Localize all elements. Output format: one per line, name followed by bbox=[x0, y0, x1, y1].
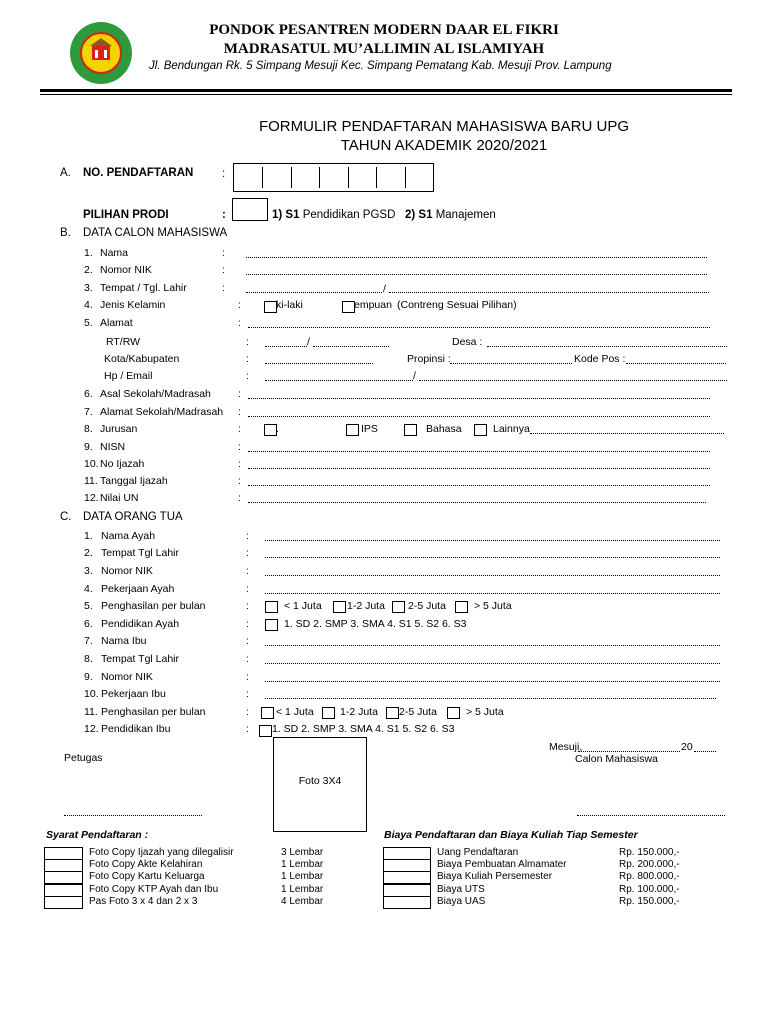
parent-item-label: Pendidikan Ayah bbox=[101, 618, 180, 630]
parent-item-field[interactable] bbox=[265, 540, 720, 541]
rtrw-colon: : bbox=[246, 336, 249, 348]
section-b-letter: B. bbox=[60, 227, 71, 239]
father-income-1-checkbox[interactable] bbox=[265, 601, 278, 613]
mother-income-3-checkbox[interactable] bbox=[386, 707, 399, 719]
mother-income-1-label: < 1 Juta bbox=[276, 706, 314, 718]
student-item-label: Asal Sekolah/Madrasah bbox=[100, 388, 211, 400]
fee-checkbox[interactable] bbox=[383, 896, 431, 909]
major-bahasa-checkbox[interactable] bbox=[404, 424, 417, 436]
student-item-colon: : bbox=[238, 388, 241, 400]
parent-item-field[interactable] bbox=[265, 593, 720, 594]
student-item-number: 4. bbox=[84, 299, 93, 311]
student-item-number: 6. bbox=[84, 388, 93, 400]
propinsi-field[interactable] bbox=[450, 363, 572, 364]
requirement-qty: 1 Lembar bbox=[281, 871, 324, 883]
desa-label: Desa : bbox=[452, 336, 483, 348]
registration-colon: : bbox=[222, 168, 226, 180]
parent-item-label: Penghasilan per bulan bbox=[101, 706, 206, 718]
student-item-number: 12. bbox=[84, 492, 99, 504]
hp-label: Hp / Email bbox=[104, 370, 153, 382]
major-lainnya-field[interactable] bbox=[530, 433, 724, 434]
student-item-field[interactable] bbox=[248, 327, 710, 328]
section-c-letter: C. bbox=[60, 511, 72, 523]
mother-income-2-label: 1-2 Juta bbox=[340, 706, 378, 718]
fee-amount: Rp. 100.000,- bbox=[619, 883, 680, 895]
requirement-qty: 3 Lembar bbox=[281, 847, 324, 858]
parent-item-field[interactable] bbox=[265, 681, 720, 682]
major-bahasa-label: Bahasa bbox=[426, 423, 462, 435]
mother-income-4-label: > 5 Juta bbox=[466, 706, 504, 718]
hp-slash: / bbox=[413, 370, 416, 382]
student-item-number: 10. bbox=[84, 458, 99, 470]
petugas-signature-line[interactable] bbox=[64, 815, 202, 816]
requirement-item: Foto Copy KTP Ayah dan Ibu bbox=[89, 883, 219, 895]
student-item-field[interactable] bbox=[248, 502, 706, 503]
gender-male-label: ki-laki bbox=[276, 299, 303, 311]
hp-colon: : bbox=[246, 370, 249, 382]
father-income-4-checkbox[interactable] bbox=[455, 601, 468, 613]
header-rule-thick bbox=[40, 89, 732, 92]
requirement-qty: 1 Lembar bbox=[281, 859, 324, 871]
parent-item-label: Nomor NIK bbox=[101, 671, 153, 683]
registration-number-label: NO. PENDAFTARAN bbox=[83, 167, 194, 179]
parent-item-field[interactable] bbox=[265, 698, 716, 699]
student-item-label: Alamat Sekolah/Madrasah bbox=[100, 406, 224, 418]
form-subtitle: TAHUN AKADEMIK 2020/2021 bbox=[340, 137, 548, 154]
kodepos-field[interactable] bbox=[626, 363, 726, 364]
option-1-text: Pendidikan PGSD bbox=[302, 209, 396, 221]
student-item-label: Nomor NIK bbox=[100, 264, 152, 276]
student-item-field[interactable] bbox=[248, 416, 710, 417]
form-title: FORMULIR PENDAFTARAN MAHASISWA BARU UPG bbox=[258, 118, 630, 135]
student-signature-line[interactable] bbox=[577, 815, 725, 816]
student-item-field[interactable] bbox=[246, 292, 382, 293]
kodepos-label: Kode Pos : bbox=[574, 353, 626, 365]
parent-item-colon: : bbox=[246, 583, 249, 595]
parent-item-colon: : bbox=[246, 653, 249, 665]
section-b-title: DATA CALON MAHASISWA bbox=[83, 227, 228, 239]
student-item-colon: : bbox=[238, 458, 241, 470]
father-income-4-label: > 5 Juta bbox=[474, 600, 512, 612]
parent-item-colon: : bbox=[246, 547, 249, 559]
parent-item-number: 6. bbox=[84, 618, 93, 630]
student-item-label: Jenis Kelamin bbox=[100, 299, 166, 311]
requirement-item: Foto Copy Ijazah yang dilegalisir bbox=[89, 847, 234, 858]
student-item-colon: : bbox=[238, 492, 241, 504]
parent-item-label: Pekerjaan Ibu bbox=[101, 688, 166, 700]
parent-item-colon: : bbox=[246, 600, 249, 612]
parent-item-number: 3. bbox=[84, 565, 93, 577]
major-lainnya-checkbox[interactable] bbox=[474, 424, 487, 436]
student-item-colon: : bbox=[238, 423, 241, 435]
study-program-colon: : bbox=[222, 209, 226, 221]
rtrw-field-a[interactable] bbox=[265, 346, 307, 347]
mesuji-label: Mesuji, bbox=[549, 741, 583, 753]
father-income-2-label: 1-2 Juta bbox=[347, 600, 385, 612]
parent-item-label: Tempat Tgl Lahir bbox=[101, 653, 180, 665]
student-item-colon: : bbox=[222, 247, 225, 259]
section-c-title: DATA ORANG TUA bbox=[83, 511, 183, 523]
fee-checkbox[interactable] bbox=[383, 859, 431, 872]
student-item-colon: : bbox=[238, 317, 241, 329]
requirement-checkbox[interactable] bbox=[44, 896, 83, 909]
parent-item-label: Nama Ibu bbox=[101, 635, 147, 647]
student-item-colon: : bbox=[238, 406, 241, 418]
fee-checkbox[interactable] bbox=[383, 884, 431, 897]
rtrw-label: RT/RW bbox=[106, 336, 141, 348]
parent-item-number: 10. bbox=[84, 688, 99, 700]
parent-item-field[interactable] bbox=[265, 557, 720, 558]
student-item-label: Nilai UN bbox=[100, 492, 139, 504]
parent-item-label: Pekerjaan Ayah bbox=[101, 583, 175, 595]
propinsi-label: Propinsi : bbox=[407, 353, 451, 365]
parent-item-label: Penghasilan per bulan bbox=[101, 600, 206, 612]
fee-amount: Rp. 150.000,- bbox=[619, 895, 680, 907]
email-field[interactable] bbox=[419, 380, 727, 381]
mother-education-options: 1. SD 2. SMP 3. SMA 4. S1 5. S2 6. S3 bbox=[272, 723, 455, 735]
student-item-label: Tempat / Tgl. Lahir bbox=[100, 282, 187, 294]
requirement-qty: 1 Lembar bbox=[281, 883, 324, 895]
parent-item-number: 12. bbox=[84, 723, 99, 735]
parent-item-field[interactable] bbox=[265, 575, 720, 576]
parent-item-number: 8. bbox=[84, 653, 93, 665]
requirement-qty: 4 Lembar bbox=[281, 895, 324, 907]
kota-label: Kota/Kabupaten bbox=[104, 353, 180, 365]
photo-label: Foto 3X4 bbox=[298, 775, 342, 787]
mother-income-3-label: 2-5 Juta bbox=[399, 706, 437, 718]
birth-slash: / bbox=[383, 283, 386, 295]
student-item-label: NISN bbox=[100, 441, 126, 453]
parent-item-colon: : bbox=[246, 565, 249, 577]
student-item-number: 7. bbox=[84, 406, 93, 418]
father-income-3-checkbox[interactable] bbox=[392, 601, 405, 613]
rtrw-field-b[interactable] bbox=[313, 346, 389, 347]
student-item-number: 11. bbox=[84, 475, 98, 487]
petugas-label: Petugas bbox=[64, 752, 103, 764]
parent-item-colon: : bbox=[246, 723, 249, 735]
major-ips-label: IPS bbox=[361, 423, 378, 435]
student-item-field[interactable] bbox=[248, 468, 710, 469]
major-lainnya-label: Lainnya bbox=[493, 423, 530, 435]
student-item-number: 9. bbox=[84, 441, 93, 453]
student-item-label: Tanggal Ijazah bbox=[100, 475, 168, 487]
fees-title: Biaya Pendaftaran dan Biaya Kuliah Tiap Semester bbox=[384, 829, 638, 841]
father-income-3-label: 2-5 Juta bbox=[408, 600, 446, 612]
calon-label: Calon Mahasiswa bbox=[575, 753, 658, 765]
requirement-checkbox[interactable] bbox=[44, 871, 83, 884]
student-item-number: 1. bbox=[84, 247, 93, 259]
fee-amount: Rp. 150.000,- bbox=[619, 847, 680, 858]
student-item-label: Alamat bbox=[100, 317, 133, 329]
hp-field[interactable] bbox=[265, 380, 413, 381]
fee-item: Biaya UAS bbox=[437, 895, 486, 907]
mother-income-2-checkbox[interactable] bbox=[322, 707, 335, 719]
requirement-checkbox[interactable] bbox=[44, 884, 83, 897]
parent-item-number: 4. bbox=[84, 583, 93, 595]
requirement-item: Pas Foto 3 x 4 dan 2 x 3 bbox=[89, 895, 198, 907]
signature-year-field[interactable] bbox=[694, 751, 716, 752]
father-income-1-label: < 1 Juta bbox=[284, 600, 322, 612]
student-item-label: No Ijazah bbox=[100, 458, 145, 470]
rtrw-slash: / bbox=[307, 336, 310, 348]
option-1-number: 1) S1 bbox=[272, 209, 300, 221]
father-education-checkbox[interactable] bbox=[265, 619, 278, 631]
student-item-colon: : bbox=[238, 475, 241, 487]
section-a-letter: A. bbox=[60, 167, 71, 179]
option-2-number: 2) S1 bbox=[405, 209, 433, 221]
parent-item-colon: : bbox=[246, 635, 249, 647]
mother-income-1-checkbox[interactable] bbox=[261, 707, 274, 719]
fee-checkbox[interactable] bbox=[383, 871, 431, 884]
major-ips-checkbox[interactable] bbox=[346, 424, 359, 436]
fee-checkbox[interactable] bbox=[383, 847, 431, 860]
student-item-label: Nama bbox=[100, 247, 129, 259]
student-item-colon: : bbox=[222, 264, 225, 276]
study-program-box[interactable] bbox=[232, 198, 268, 221]
parent-item-field[interactable] bbox=[265, 663, 720, 664]
madrasah-name: MADRASATUL MU’ALLIMIN AL ISLAMIYAH bbox=[223, 41, 545, 57]
fee-amount: Rp. 800.000,- bbox=[619, 871, 680, 883]
student-item-field[interactable] bbox=[246, 274, 707, 275]
fee-item: Uang Pendaftaran bbox=[437, 847, 519, 858]
school-name: PONDOK PESANTREN MODERN DAAR EL FIKRI bbox=[209, 22, 559, 38]
mother-education-checkbox[interactable] bbox=[259, 725, 272, 737]
parent-item-label: Nomor NIK bbox=[101, 565, 153, 577]
parent-item-label: Tempat Tgl Lahir bbox=[101, 547, 180, 559]
parent-item-number: 9. bbox=[84, 671, 93, 683]
school-address: Jl. Bendungan Rk. 5 Simpang Mesuji Kec. Simpang Pematang Kab. Mesuji Prov. Lampung bbox=[149, 60, 612, 72]
parent-item-colon: : bbox=[246, 688, 249, 700]
study-program-label: PILIHAN PRODI bbox=[83, 209, 169, 221]
student-item-number: 2. bbox=[84, 264, 93, 276]
student-item-colon: : bbox=[238, 441, 241, 453]
student-item-number: 5. bbox=[84, 317, 93, 329]
student-birthdate-field[interactable] bbox=[389, 292, 709, 293]
fee-item: Biaya UTS bbox=[437, 883, 485, 895]
parent-item-colon: : bbox=[246, 671, 249, 683]
signature-date-field[interactable] bbox=[578, 751, 680, 752]
gender-female-label: empuan bbox=[354, 299, 392, 311]
father-education-options: 1. SD 2. SMP 3. SMA 4. S1 5. S2 6. S3 bbox=[284, 618, 467, 630]
requirement-item: Foto Copy Akte Kelahiran bbox=[89, 859, 203, 871]
fee-item: Biaya Pembuatan Almamater bbox=[437, 859, 567, 871]
mother-income-4-checkbox[interactable] bbox=[447, 707, 460, 719]
parent-item-number: 7. bbox=[84, 635, 93, 647]
kota-colon: : bbox=[246, 353, 249, 365]
parent-item-number: 11. bbox=[84, 706, 98, 718]
parent-item-colon: : bbox=[246, 530, 249, 542]
registration-number-box[interactable] bbox=[233, 163, 434, 192]
student-item-number: 3. bbox=[84, 282, 93, 294]
major-ipa-label: . bbox=[276, 423, 279, 435]
parent-item-label: Nama Ayah bbox=[101, 530, 156, 542]
requirement-checkbox[interactable] bbox=[44, 847, 83, 860]
kota-field[interactable] bbox=[265, 363, 373, 364]
student-item-field[interactable] bbox=[248, 398, 710, 399]
fee-amount: Rp. 200.000,- bbox=[619, 859, 680, 871]
requirements-title: Syarat Pendaftaran : bbox=[46, 829, 149, 841]
parent-item-colon: : bbox=[246, 618, 249, 630]
gender-note: (Contreng Sesuai Pilihan) bbox=[397, 299, 517, 311]
requirement-item: Foto Copy Kartu Keluarga bbox=[89, 871, 205, 883]
parent-item-colon: : bbox=[246, 706, 249, 718]
header-rule-thin bbox=[40, 94, 732, 95]
student-item-number: 8. bbox=[84, 423, 93, 435]
fee-item: Biaya Kuliah Persemester bbox=[437, 871, 553, 883]
parent-item-number: 5. bbox=[84, 600, 93, 612]
desa-field[interactable] bbox=[487, 346, 727, 347]
student-item-field[interactable] bbox=[248, 485, 710, 486]
student-item-field[interactable] bbox=[246, 257, 707, 258]
student-item-colon: : bbox=[238, 299, 241, 311]
requirement-checkbox[interactable] bbox=[44, 859, 83, 872]
signature-year: 20 bbox=[681, 741, 693, 753]
study-program-options bbox=[272, 209, 496, 221]
parent-item-number: 2. bbox=[84, 547, 93, 559]
option-2-text: Manajemen bbox=[435, 209, 496, 221]
student-item-label: Jurusan bbox=[100, 423, 138, 435]
father-income-2-checkbox[interactable] bbox=[333, 601, 346, 613]
student-item-colon: : bbox=[222, 282, 225, 294]
parent-item-label: Pendidikan Ibu bbox=[101, 723, 171, 735]
student-item-field[interactable] bbox=[248, 451, 710, 452]
parent-item-number: 1. bbox=[84, 530, 93, 542]
parent-item-field[interactable] bbox=[265, 645, 720, 646]
